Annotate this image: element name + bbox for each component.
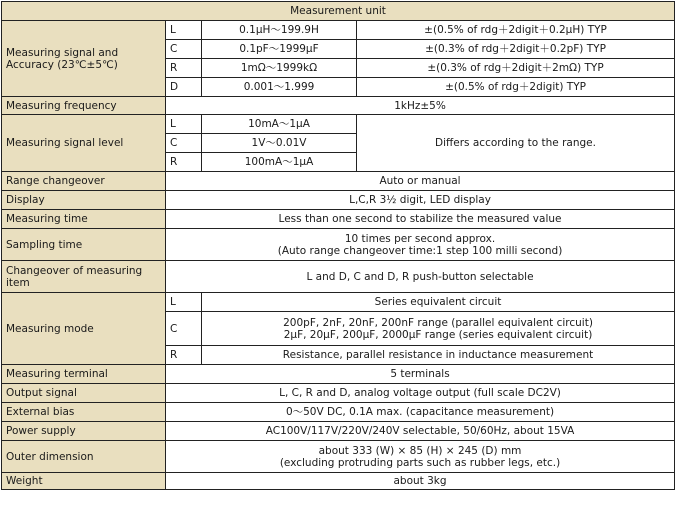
sampling-time-value xyxy=(166,229,675,261)
symbol-cell: C xyxy=(166,134,202,153)
display-value: L,C,R 3½ digit, LED display xyxy=(166,191,675,210)
row-label-display: Display xyxy=(2,191,166,210)
dimension-value xyxy=(166,441,675,473)
row-label-sampling-time: Sampling time xyxy=(2,229,166,261)
row-label-weight: Weight xyxy=(2,473,166,490)
row-label-changeover-item: Changeover of measuring item xyxy=(2,261,166,293)
row-label-frequency: Measuring frequency xyxy=(2,97,166,115)
table-row xyxy=(2,210,675,229)
table-title: Measurement unit xyxy=(2,2,675,21)
row-label-accuracy: Measuring signal and Accuracy (23℃±5℃) xyxy=(2,21,166,97)
table-row xyxy=(2,422,675,441)
symbol-cell: R xyxy=(166,153,202,172)
row-label-power: Power supply xyxy=(2,422,166,441)
symbol-cell: D xyxy=(166,78,202,97)
accuracy-cell: ±(0.3% of rdg＋2digit＋0.2pF) TYP xyxy=(357,40,675,59)
mode-l-value: Series equivalent circuit xyxy=(202,293,675,312)
symbol-cell: L xyxy=(166,115,202,134)
range-cell: 1V～0.01V xyxy=(202,134,357,153)
table-row xyxy=(2,365,675,384)
range-cell: 0.001～1.999 xyxy=(202,78,357,97)
row-label-measuring-time: Measuring time xyxy=(2,210,166,229)
table-row xyxy=(2,172,675,191)
table-row xyxy=(2,21,675,40)
sampling-time-line-1: 10 times per second approx. xyxy=(344,232,496,245)
accuracy-cell: ±(0.5% of rdg＋2digit) TYP xyxy=(357,78,675,97)
changeover-item-value: L and D, C and D, R push-button selectable xyxy=(166,261,675,293)
frequency-value: 1kHz±5% xyxy=(166,97,675,115)
row-label-bias: External bias xyxy=(2,403,166,422)
table-row xyxy=(2,473,675,490)
table-header-row xyxy=(2,2,675,21)
table-row xyxy=(2,261,675,293)
signal-level-note: Differs according to the range. xyxy=(357,115,675,172)
row-label-terminal: Measuring terminal xyxy=(2,365,166,384)
mode-c-line-1: 200pF, 2nF, 20nF, 200nF range (parallel equivalent circuit) xyxy=(283,316,593,329)
sampling-time-line-2: (Auto range changeover time:1 step 100 milli second) xyxy=(277,244,563,257)
dimension-line-1: about 333 (W) × 85 (H) × 245 (D) mm xyxy=(318,444,522,457)
dimension-line-2: (excluding protruding parts such as rubber legs, etc.) xyxy=(279,456,561,469)
accuracy-cell: ±(0.3% of rdg＋2digit＋2mΩ) TYP xyxy=(357,59,675,78)
row-label-signal-level: Measuring signal level xyxy=(2,115,166,172)
mode-c-value xyxy=(202,312,675,346)
symbol-cell: R xyxy=(166,346,202,365)
row-label-output: Output signal xyxy=(2,384,166,403)
range-cell: 1mΩ～1999kΩ xyxy=(202,59,357,78)
table-row xyxy=(2,229,675,261)
row-label-range-changeover: Range changeover xyxy=(2,172,166,191)
range-cell: 0.1μH～199.9H xyxy=(202,21,357,40)
row-label-dimension: Outer dimension xyxy=(2,441,166,473)
measuring-time-value: Less than one second to stabilize the measured value xyxy=(166,210,675,229)
symbol-cell: L xyxy=(166,293,202,312)
symbol-cell: C xyxy=(166,312,202,346)
table-row xyxy=(2,293,675,312)
row-label-measuring-mode: Measuring mode xyxy=(2,293,166,365)
table-row xyxy=(2,384,675,403)
table-row xyxy=(2,115,675,134)
range-changeover-value: Auto or manual xyxy=(166,172,675,191)
bias-value: 0～50V DC, 0.1A max. (capacitance measurement) xyxy=(166,403,675,422)
mode-c-line-2: 2μF, 20μF, 200μF, 2000μF range (series equivalent circuit) xyxy=(283,328,593,341)
table-row xyxy=(2,191,675,210)
power-value: AC100V/117V/220V/240V selectable, 50/60Hz, about 15VA xyxy=(166,422,675,441)
symbol-cell: L xyxy=(166,21,202,40)
symbol-cell: R xyxy=(166,59,202,78)
range-cell: 0.1pF～1999μF xyxy=(202,40,357,59)
weight-value: about 3kg xyxy=(166,473,675,490)
mode-r-value: Resistance, parallel resistance in inductance measurement xyxy=(202,346,675,365)
output-value: L, C, R and D, analog voltage output (full scale DC2V) xyxy=(166,384,675,403)
range-cell: 10mA～1μA xyxy=(202,115,357,134)
accuracy-cell: ±(0.5% of rdg＋2digit＋0.2μH) TYP xyxy=(357,21,675,40)
terminal-value: 5 terminals xyxy=(166,365,675,384)
range-cell: 100mA～1μA xyxy=(202,153,357,172)
spec-table xyxy=(1,1,675,490)
table-row xyxy=(2,403,675,422)
table-row xyxy=(2,441,675,473)
symbol-cell: C xyxy=(166,40,202,59)
table-row xyxy=(2,97,675,115)
